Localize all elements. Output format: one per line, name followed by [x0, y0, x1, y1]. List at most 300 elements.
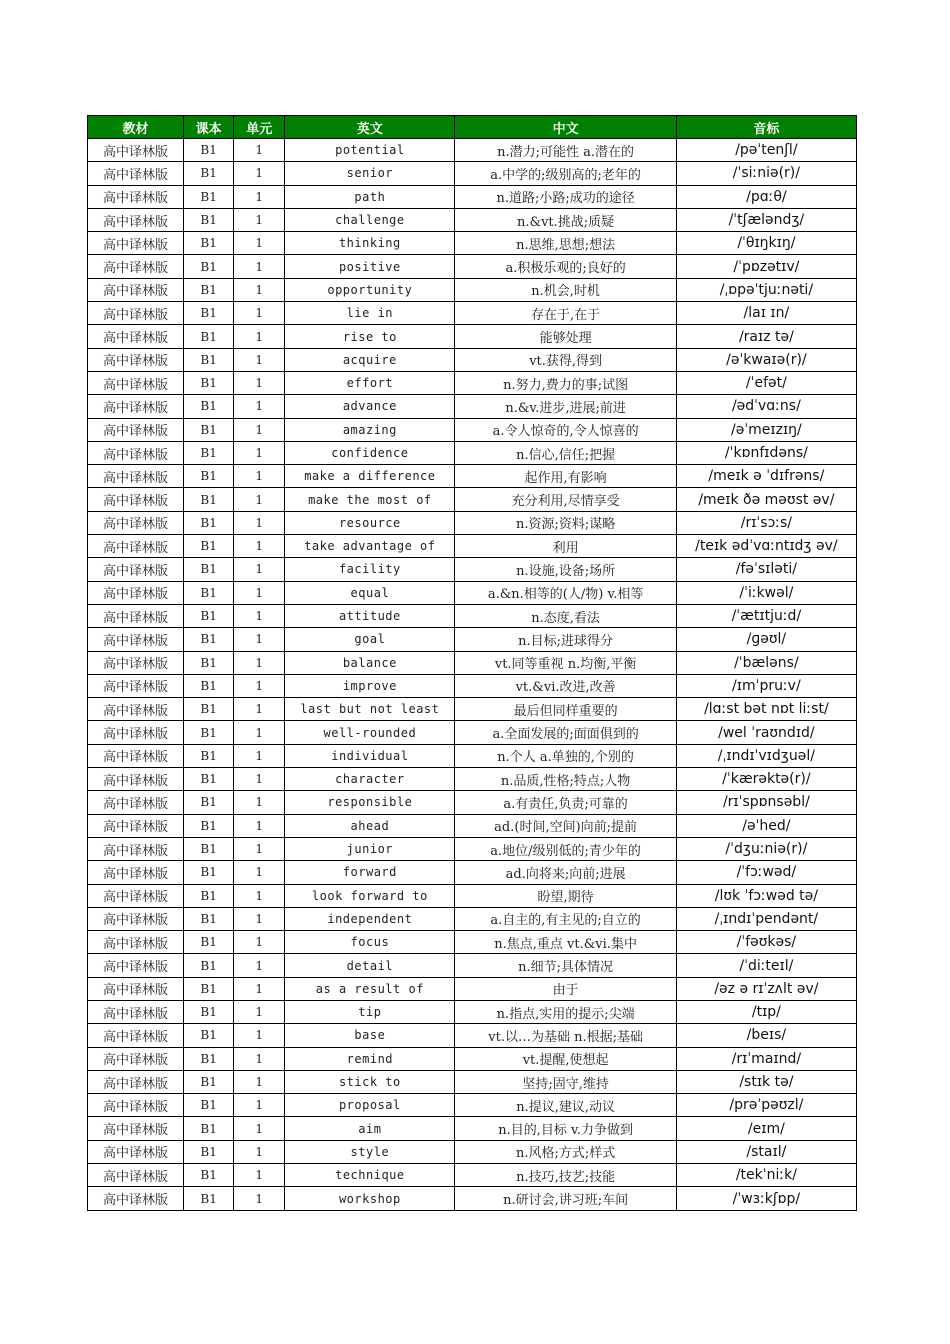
header-textbook: 教材	[88, 116, 184, 139]
cell-phonetic: /ˈefət/	[676, 371, 856, 394]
cell-english: remind	[285, 1047, 455, 1070]
cell-phonetic: /ˈkærəktə(r)/	[676, 768, 856, 791]
cell-unit: 1	[234, 488, 285, 511]
table-row	[88, 441, 857, 464]
cell-chinese: ad.向将来;向前;进展	[455, 861, 676, 884]
cell-english: stick to	[285, 1070, 455, 1093]
cell-volume: B1	[184, 1047, 234, 1070]
cell-phonetic: /ədˈvɑːns/	[676, 395, 856, 418]
cell-textbook: 高中译林版	[88, 488, 184, 511]
cell-volume: B1	[184, 302, 234, 325]
cell-english: facility	[285, 558, 455, 581]
table-row	[88, 302, 857, 325]
cell-english: style	[285, 1140, 455, 1163]
cell-volume: B1	[184, 418, 234, 441]
cell-textbook: 高中译林版	[88, 1000, 184, 1023]
cell-phonetic: /ˈdiːteɪl/	[676, 954, 856, 977]
cell-unit: 1	[234, 535, 285, 558]
cell-english: base	[285, 1024, 455, 1047]
cell-unit: 1	[234, 977, 285, 1000]
header-english: 英文	[285, 116, 455, 139]
cell-english: look forward to	[285, 884, 455, 907]
cell-phonetic: /ˌɪndɪˈpendənt/	[676, 907, 856, 930]
cell-textbook: 高中译林版	[88, 325, 184, 348]
table-row	[88, 371, 857, 394]
cell-phonetic: /ˈtʃæləndʒ/	[676, 208, 856, 231]
table-row	[88, 581, 857, 604]
cell-chinese: vt.提醒,使想起	[455, 1047, 676, 1070]
cell-english: workshop	[285, 1187, 455, 1210]
cell-english: aim	[285, 1117, 455, 1140]
cell-textbook: 高中译林版	[88, 698, 184, 721]
cell-unit: 1	[234, 791, 285, 814]
cell-phonetic: /fəˈsɪləti/	[676, 558, 856, 581]
cell-textbook: 高中译林版	[88, 1094, 184, 1117]
cell-volume: B1	[184, 651, 234, 674]
cell-volume: B1	[184, 535, 234, 558]
cell-textbook: 高中译林版	[88, 791, 184, 814]
cell-textbook: 高中译林版	[88, 814, 184, 837]
cell-textbook: 高中译林版	[88, 371, 184, 394]
table-row	[88, 721, 857, 744]
cell-volume: B1	[184, 488, 234, 511]
cell-english: thinking	[285, 232, 455, 255]
cell-phonetic: /laɪ ɪn/	[676, 302, 856, 325]
cell-english: path	[285, 185, 455, 208]
cell-english: well-rounded	[285, 721, 455, 744]
table-row	[88, 418, 857, 441]
cell-english: goal	[285, 628, 455, 651]
cell-english: focus	[285, 931, 455, 954]
cell-unit: 1	[234, 768, 285, 791]
cell-unit: 1	[234, 674, 285, 697]
cell-chinese: 存在于,在于	[455, 302, 676, 325]
cell-english: resource	[285, 511, 455, 534]
table-row	[88, 954, 857, 977]
cell-unit: 1	[234, 837, 285, 860]
table-row	[88, 674, 857, 697]
cell-english: attitude	[285, 604, 455, 627]
cell-english: improve	[285, 674, 455, 697]
table-row	[88, 325, 857, 348]
cell-chinese: n.个人 a.单独的,个别的	[455, 744, 676, 767]
cell-phonetic: /lʊk ˈfɔːwəd tə/	[676, 884, 856, 907]
table-row	[88, 651, 857, 674]
cell-unit: 1	[234, 744, 285, 767]
cell-textbook: 高中译林版	[88, 418, 184, 441]
cell-unit: 1	[234, 371, 285, 394]
cell-english: balance	[285, 651, 455, 674]
cell-volume: B1	[184, 791, 234, 814]
cell-chinese: a.令人惊奇的,令人惊喜的	[455, 418, 676, 441]
cell-phonetic: /teɪk ədˈvɑːntɪdʒ əv/	[676, 535, 856, 558]
cell-phonetic: /ˈfɔːwəd/	[676, 861, 856, 884]
cell-volume: B1	[184, 511, 234, 534]
cell-unit: 1	[234, 185, 285, 208]
table-body	[88, 139, 857, 1211]
cell-volume: B1	[184, 837, 234, 860]
cell-textbook: 高中译林版	[88, 1117, 184, 1140]
cell-phonetic: /lɑːst bət nɒt liːst/	[676, 698, 856, 721]
cell-chinese: n.信心,信任;把握	[455, 441, 676, 464]
cell-textbook: 高中译林版	[88, 1164, 184, 1187]
table-row	[88, 1164, 857, 1187]
cell-textbook: 高中译林版	[88, 465, 184, 488]
cell-textbook: 高中译林版	[88, 768, 184, 791]
table-row	[88, 278, 857, 301]
cell-textbook: 高中译林版	[88, 1187, 184, 1210]
cell-unit: 1	[234, 139, 285, 162]
cell-unit: 1	[234, 418, 285, 441]
cell-english: ahead	[285, 814, 455, 837]
cell-chinese: n.努力,费力的事;试图	[455, 371, 676, 394]
cell-chinese: vt.获得,得到	[455, 348, 676, 371]
cell-textbook: 高中译林版	[88, 721, 184, 744]
cell-english: equal	[285, 581, 455, 604]
cell-volume: B1	[184, 1187, 234, 1210]
table-row	[88, 1000, 857, 1023]
cell-textbook: 高中译林版	[88, 837, 184, 860]
cell-chinese: n.目的,目标 v.力争做到	[455, 1117, 676, 1140]
cell-phonetic: /ˈdʒuːniə(r)/	[676, 837, 856, 860]
cell-textbook: 高中译林版	[88, 674, 184, 697]
cell-english: last but not least	[285, 698, 455, 721]
cell-english: potential	[285, 139, 455, 162]
cell-volume: B1	[184, 744, 234, 767]
cell-chinese: n.研讨会,讲习班;车间	[455, 1187, 676, 1210]
cell-phonetic: /ˈsiːniə(r)/	[676, 162, 856, 185]
cell-chinese: vt.以…为基础 n.根据;基础	[455, 1024, 676, 1047]
cell-textbook: 高中译林版	[88, 278, 184, 301]
cell-chinese: n.提议,建议,动议	[455, 1094, 676, 1117]
cell-volume: B1	[184, 604, 234, 627]
cell-english: effort	[285, 371, 455, 394]
cell-volume: B1	[184, 162, 234, 185]
cell-unit: 1	[234, 1024, 285, 1047]
cell-phonetic: /əˈmeɪzɪŋ/	[676, 418, 856, 441]
cell-unit: 1	[234, 1164, 285, 1187]
cell-phonetic: /əˈkwaɪə(r)/	[676, 348, 856, 371]
table-row	[88, 535, 857, 558]
cell-chinese: vt.&vi.改进,改善	[455, 674, 676, 697]
cell-unit: 1	[234, 1117, 285, 1140]
cell-chinese: 盼望,期待	[455, 884, 676, 907]
cell-english: technique	[285, 1164, 455, 1187]
cell-phonetic: /ˈθɪŋkɪŋ/	[676, 232, 856, 255]
cell-volume: B1	[184, 1164, 234, 1187]
cell-chinese: a.积极乐观的;良好的	[455, 255, 676, 278]
cell-volume: B1	[184, 441, 234, 464]
cell-unit: 1	[234, 255, 285, 278]
cell-textbook: 高中译林版	[88, 977, 184, 1000]
cell-english: forward	[285, 861, 455, 884]
cell-phonetic: /rɪˈspɒnsəbl/	[676, 791, 856, 814]
cell-textbook: 高中译林版	[88, 884, 184, 907]
cell-english: rise to	[285, 325, 455, 348]
cell-textbook: 高中译林版	[88, 1140, 184, 1163]
header-chinese: 中文	[455, 116, 676, 139]
cell-english: junior	[285, 837, 455, 860]
cell-phonetic: /əˈhed/	[676, 814, 856, 837]
cell-chinese: n.细节;具体情况	[455, 954, 676, 977]
cell-chinese: n.思维,思想;想法	[455, 232, 676, 255]
header-unit: 单元	[234, 116, 285, 139]
cell-chinese: n.&vt.挑战;质疑	[455, 208, 676, 231]
cell-phonetic: /staɪl/	[676, 1140, 856, 1163]
cell-volume: B1	[184, 558, 234, 581]
cell-chinese: n.道路;小路;成功的途径	[455, 185, 676, 208]
table-row	[88, 395, 857, 418]
cell-phonetic: /ˈbæləns/	[676, 651, 856, 674]
table-row	[88, 465, 857, 488]
cell-chinese: 起作用,有影响	[455, 465, 676, 488]
table-row	[88, 861, 857, 884]
cell-textbook: 高中译林版	[88, 744, 184, 767]
cell-volume: B1	[184, 1024, 234, 1047]
cell-chinese: n.资源;资料;谋略	[455, 511, 676, 534]
cell-textbook: 高中译林版	[88, 139, 184, 162]
cell-unit: 1	[234, 511, 285, 534]
cell-english: confidence	[285, 441, 455, 464]
cell-phonetic: /ˌɒpəˈtjuːnəti/	[676, 278, 856, 301]
cell-unit: 1	[234, 1187, 285, 1210]
cell-phonetic: /əz ə rɪˈzʌlt əv/	[676, 977, 856, 1000]
cell-unit: 1	[234, 162, 285, 185]
cell-unit: 1	[234, 884, 285, 907]
cell-chinese: n.技巧,技艺;技能	[455, 1164, 676, 1187]
cell-volume: B1	[184, 884, 234, 907]
cell-chinese: a.全面发展的;面面俱到的	[455, 721, 676, 744]
cell-phonetic: /ˈkɒnfɪdəns/	[676, 441, 856, 464]
table-row	[88, 511, 857, 534]
cell-unit: 1	[234, 907, 285, 930]
cell-chinese: n.品质,性格;特点;人物	[455, 768, 676, 791]
cell-english: as a result of	[285, 977, 455, 1000]
table-row	[88, 162, 857, 185]
cell-chinese: 能够处理	[455, 325, 676, 348]
cell-chinese: vt.同等重视 n.均衡,平衡	[455, 651, 676, 674]
cell-textbook: 高中译林版	[88, 1047, 184, 1070]
cell-unit: 1	[234, 698, 285, 721]
cell-textbook: 高中译林版	[88, 558, 184, 581]
cell-chinese: a.地位/级别低的;青少年的	[455, 837, 676, 860]
cell-textbook: 高中译林版	[88, 604, 184, 627]
table-row	[88, 558, 857, 581]
table-row	[88, 1140, 857, 1163]
cell-chinese: n.目标;进球得分	[455, 628, 676, 651]
table-row	[88, 208, 857, 231]
cell-english: positive	[285, 255, 455, 278]
cell-chinese: 利用	[455, 535, 676, 558]
cell-textbook: 高中译林版	[88, 581, 184, 604]
cell-english: tip	[285, 1000, 455, 1023]
cell-volume: B1	[184, 208, 234, 231]
cell-unit: 1	[234, 395, 285, 418]
cell-volume: B1	[184, 1117, 234, 1140]
cell-phonetic: /ˈiːkwəl/	[676, 581, 856, 604]
cell-english: lie in	[285, 302, 455, 325]
cell-english: acquire	[285, 348, 455, 371]
table-row	[88, 931, 857, 954]
table-row	[88, 768, 857, 791]
cell-textbook: 高中译林版	[88, 628, 184, 651]
cell-textbook: 高中译林版	[88, 511, 184, 534]
cell-phonetic: /meɪk ə ˈdɪfrəns/	[676, 465, 856, 488]
cell-unit: 1	[234, 931, 285, 954]
cell-phonetic: /eɪm/	[676, 1117, 856, 1140]
cell-volume: B1	[184, 1094, 234, 1117]
cell-english: character	[285, 768, 455, 791]
table-row	[88, 139, 857, 162]
table-row	[88, 1070, 857, 1093]
table-row	[88, 1117, 857, 1140]
cell-phonetic: /wel ˈraʊndɪd/	[676, 721, 856, 744]
table-row	[88, 1024, 857, 1047]
cell-volume: B1	[184, 861, 234, 884]
table-row	[88, 1094, 857, 1117]
cell-volume: B1	[184, 581, 234, 604]
cell-unit: 1	[234, 604, 285, 627]
cell-chinese: n.态度,看法	[455, 604, 676, 627]
cell-unit: 1	[234, 1047, 285, 1070]
cell-chinese: n.潜力;可能性 a.潜在的	[455, 139, 676, 162]
table-row	[88, 698, 857, 721]
cell-volume: B1	[184, 325, 234, 348]
cell-volume: B1	[184, 278, 234, 301]
cell-volume: B1	[184, 1140, 234, 1163]
cell-english: individual	[285, 744, 455, 767]
cell-chinese: 坚持;固守,维持	[455, 1070, 676, 1093]
cell-english: opportunity	[285, 278, 455, 301]
cell-unit: 1	[234, 651, 285, 674]
cell-unit: 1	[234, 441, 285, 464]
cell-volume: B1	[184, 768, 234, 791]
cell-volume: B1	[184, 1070, 234, 1093]
cell-english: make the most of	[285, 488, 455, 511]
cell-volume: B1	[184, 907, 234, 930]
cell-textbook: 高中译林版	[88, 185, 184, 208]
cell-volume: B1	[184, 465, 234, 488]
cell-textbook: 高中译林版	[88, 907, 184, 930]
cell-phonetic: /stɪk tə/	[676, 1070, 856, 1093]
cell-unit: 1	[234, 278, 285, 301]
cell-english: make a difference	[285, 465, 455, 488]
table-row	[88, 744, 857, 767]
cell-unit: 1	[234, 1070, 285, 1093]
table-row	[88, 884, 857, 907]
cell-unit: 1	[234, 325, 285, 348]
cell-phonetic: /ˈfəʊkəs/	[676, 931, 856, 954]
cell-volume: B1	[184, 721, 234, 744]
table-row	[88, 1047, 857, 1070]
cell-volume: B1	[184, 977, 234, 1000]
cell-phonetic: /meɪk ðə məʊst əv/	[676, 488, 856, 511]
cell-phonetic: /ˌɪndɪˈvɪdʒuəl/	[676, 744, 856, 767]
cell-unit: 1	[234, 721, 285, 744]
cell-phonetic: /rɪˈsɔːs/	[676, 511, 856, 534]
cell-unit: 1	[234, 208, 285, 231]
cell-textbook: 高中译林版	[88, 255, 184, 278]
cell-unit: 1	[234, 954, 285, 977]
cell-chinese: 最后但同样重要的	[455, 698, 676, 721]
cell-volume: B1	[184, 814, 234, 837]
table-row	[88, 488, 857, 511]
cell-volume: B1	[184, 674, 234, 697]
cell-unit: 1	[234, 465, 285, 488]
cell-unit: 1	[234, 558, 285, 581]
cell-phonetic: /pɑːθ/	[676, 185, 856, 208]
table-row	[88, 791, 857, 814]
cell-textbook: 高中译林版	[88, 1070, 184, 1093]
cell-chinese: n.机会,时机	[455, 278, 676, 301]
table-row	[88, 232, 857, 255]
table-row	[88, 837, 857, 860]
table-row	[88, 604, 857, 627]
cell-phonetic: /raɪz tə/	[676, 325, 856, 348]
cell-english: take advantage of	[285, 535, 455, 558]
cell-phonetic: /ɡəʊl/	[676, 628, 856, 651]
cell-chinese: n.&v.进步,进展;前进	[455, 395, 676, 418]
cell-volume: B1	[184, 348, 234, 371]
cell-textbook: 高中译林版	[88, 535, 184, 558]
cell-volume: B1	[184, 139, 234, 162]
cell-english: advance	[285, 395, 455, 418]
cell-english: responsible	[285, 791, 455, 814]
cell-volume: B1	[184, 954, 234, 977]
cell-chinese: a.有责任,负责;可靠的	[455, 791, 676, 814]
cell-chinese: a.自主的,有主见的;自立的	[455, 907, 676, 930]
cell-chinese: a.中学的;级别高的;老年的	[455, 162, 676, 185]
cell-phonetic: /prəˈpəʊzl/	[676, 1094, 856, 1117]
header-row	[88, 116, 857, 139]
cell-chinese: 由于	[455, 977, 676, 1000]
cell-unit: 1	[234, 348, 285, 371]
cell-textbook: 高中译林版	[88, 861, 184, 884]
table-row	[88, 185, 857, 208]
cell-textbook: 高中译林版	[88, 954, 184, 977]
cell-volume: B1	[184, 371, 234, 394]
header-phonetic: 音标	[676, 116, 856, 139]
cell-unit: 1	[234, 628, 285, 651]
cell-volume: B1	[184, 255, 234, 278]
cell-unit: 1	[234, 814, 285, 837]
cell-phonetic: /pəˈtenʃl/	[676, 139, 856, 162]
cell-volume: B1	[184, 628, 234, 651]
header-volume: 课本	[184, 116, 234, 139]
cell-chinese: a.&n.相等的(人/物) v.相等	[455, 581, 676, 604]
cell-english: detail	[285, 954, 455, 977]
cell-unit: 1	[234, 302, 285, 325]
cell-textbook: 高中译林版	[88, 651, 184, 674]
cell-english: independent	[285, 907, 455, 930]
cell-volume: B1	[184, 1000, 234, 1023]
cell-phonetic: /ɪmˈpruːv/	[676, 674, 856, 697]
table-row	[88, 907, 857, 930]
cell-textbook: 高中译林版	[88, 232, 184, 255]
cell-unit: 1	[234, 861, 285, 884]
cell-textbook: 高中译林版	[88, 348, 184, 371]
cell-phonetic: /ˈpɒzətɪv/	[676, 255, 856, 278]
cell-phonetic: /beɪs/	[676, 1024, 856, 1047]
cell-unit: 1	[234, 232, 285, 255]
cell-chinese: ad.(时间,空间)向前;提前	[455, 814, 676, 837]
cell-textbook: 高中译林版	[88, 395, 184, 418]
cell-chinese: n.指点,实用的提示;尖端	[455, 1000, 676, 1023]
cell-volume: B1	[184, 698, 234, 721]
cell-unit: 1	[234, 1094, 285, 1117]
table-row	[88, 628, 857, 651]
table-row	[88, 348, 857, 371]
